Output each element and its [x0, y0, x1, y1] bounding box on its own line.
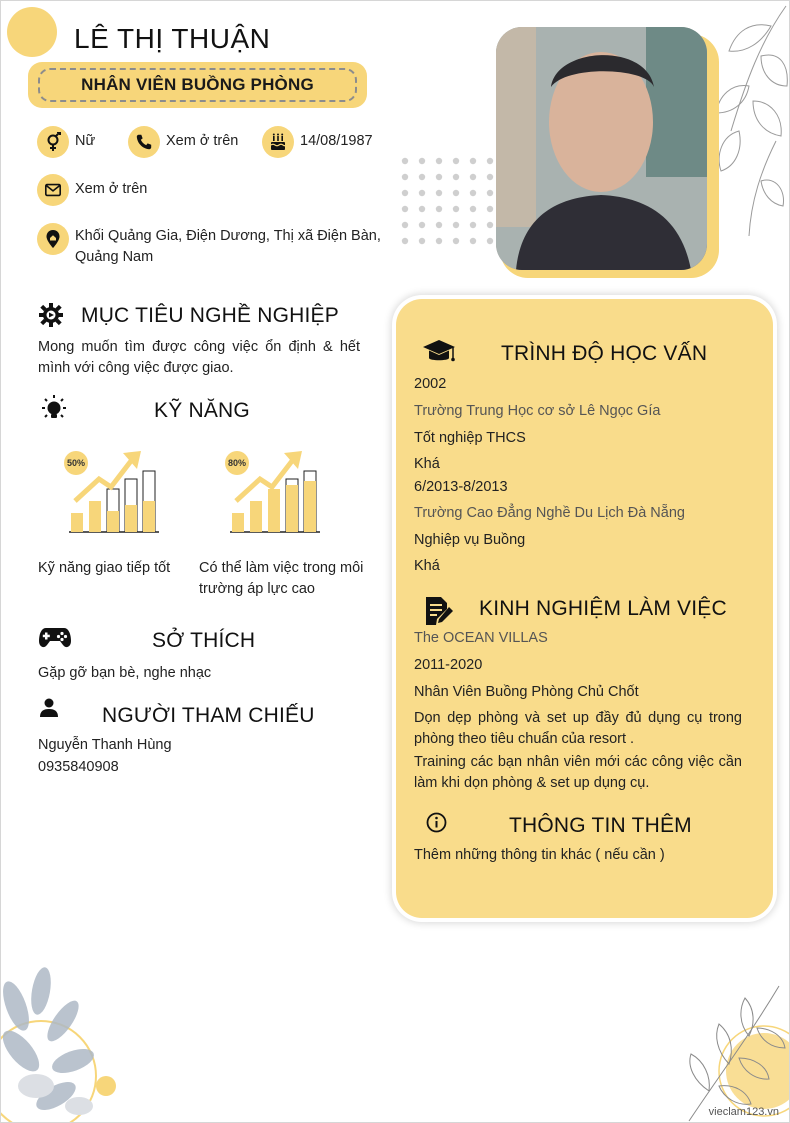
- objective-title: MỤC TIÊU NGHỀ NGHIỆP: [81, 304, 339, 327]
- additional-info-text: Thêm những thông tin khác ( nếu cần ): [414, 847, 665, 863]
- education-2-period: 6/2013-8/2013: [414, 479, 508, 495]
- phone-value: Xem ở trên: [166, 133, 239, 149]
- objective-text: Mong muốn tìm được công việc ổn định & hết mình với công việc được giao.: [38, 339, 360, 376]
- education-1-grade: Khá: [414, 456, 440, 472]
- skill-1-percent-badge: 50%: [64, 451, 88, 475]
- address-line-1: Khối Quảng Gia, Điện Dương, Thị xã Điện Bàn,: [75, 228, 381, 244]
- lightbulb-icon: [39, 394, 69, 424]
- gender-icon: [37, 126, 69, 158]
- reference-phone: 0935840908: [38, 759, 119, 775]
- decorative-circle: [7, 7, 57, 57]
- footer-brand-logo: vieclam123.vn: [708, 1106, 779, 1118]
- education-2-degree: Nghiệp vụ Buồng: [414, 532, 526, 548]
- birthday-cake-icon: [262, 126, 294, 158]
- education-1-degree: Tốt nghiệp THCS: [414, 430, 526, 446]
- experience-title: KINH NGHIỆM LÀM VIỆC: [479, 597, 727, 620]
- experience-period: 2011-2020: [414, 657, 483, 673]
- experience-description-1: Dọn dẹp phòng và set up đầy đủ dụng cụ trong phòng theo tiêu chuẩn của resort .: [414, 710, 742, 747]
- reference-name: Nguyễn Thanh Hùng: [38, 737, 172, 753]
- education-2-grade: Khá: [414, 558, 440, 574]
- job-title: NHÂN VIÊN BUỒNG PHÒNG: [81, 75, 314, 94]
- email-icon: [37, 174, 69, 206]
- education-1-period: 2002: [414, 376, 447, 392]
- skill-1-label: Kỹ năng giao tiếp tốt: [38, 560, 171, 576]
- person-icon: [39, 698, 59, 718]
- hobbies-title: SỞ THÍCH: [152, 629, 256, 652]
- job-title-pill: [28, 62, 367, 108]
- info-icon: [426, 812, 447, 833]
- location-pin-icon: [37, 223, 69, 255]
- birthday-value: 14/08/1987: [300, 133, 373, 149]
- experience-description-2: Training các bạn nhân viên mới các công việc cần làm khi dọn phòng & set up dụng cụ.: [414, 754, 742, 791]
- skill-2-label: Có thể làm việc trong môi trường áp lực cao: [199, 560, 364, 597]
- education-1-school: Trường Trung Học cơ sở Lê Ngọc Gía: [414, 403, 661, 419]
- references-title: NGƯỜI THAM CHIẾU: [102, 704, 315, 727]
- gear-icon: [38, 302, 64, 328]
- profile-photo: [496, 27, 707, 270]
- skill-2-percent-badge: 80%: [225, 451, 249, 475]
- gender-value: Nữ: [75, 133, 96, 149]
- candidate-name: LÊ THỊ THUẬN: [74, 23, 271, 54]
- leaf-decoration-bottom-right: [679, 976, 790, 1123]
- address-line-2: Quảng Nam: [75, 249, 154, 265]
- experience-position: Nhân Viên Buồng Phòng Chủ Chốt: [414, 684, 639, 700]
- dot-grid-decoration: [397, 154, 497, 250]
- education-title: TRÌNH ĐỘ HỌC VẤN: [501, 342, 708, 365]
- gamepad-icon: [38, 625, 72, 651]
- education-2-school: Trường Cao Đẳng Nghề Du Lịch Đà Nẵng: [414, 505, 685, 521]
- hobbies-text: Gặp gỡ bạn bè, nghe nhạc: [38, 665, 212, 681]
- job-title-frame: [38, 68, 357, 102]
- phone-icon: [128, 126, 160, 158]
- graduation-cap-icon: [422, 338, 456, 366]
- additional-info-title: THÔNG TIN THÊM: [509, 814, 692, 837]
- skills-title: KỸ NĂNG: [154, 399, 250, 422]
- experience-company: The OCEAN VILLAS: [414, 630, 548, 646]
- floral-decoration-bottom-left: [1, 966, 141, 1123]
- email-value: Xem ở trên: [75, 181, 148, 197]
- document-edit-icon: [423, 595, 455, 627]
